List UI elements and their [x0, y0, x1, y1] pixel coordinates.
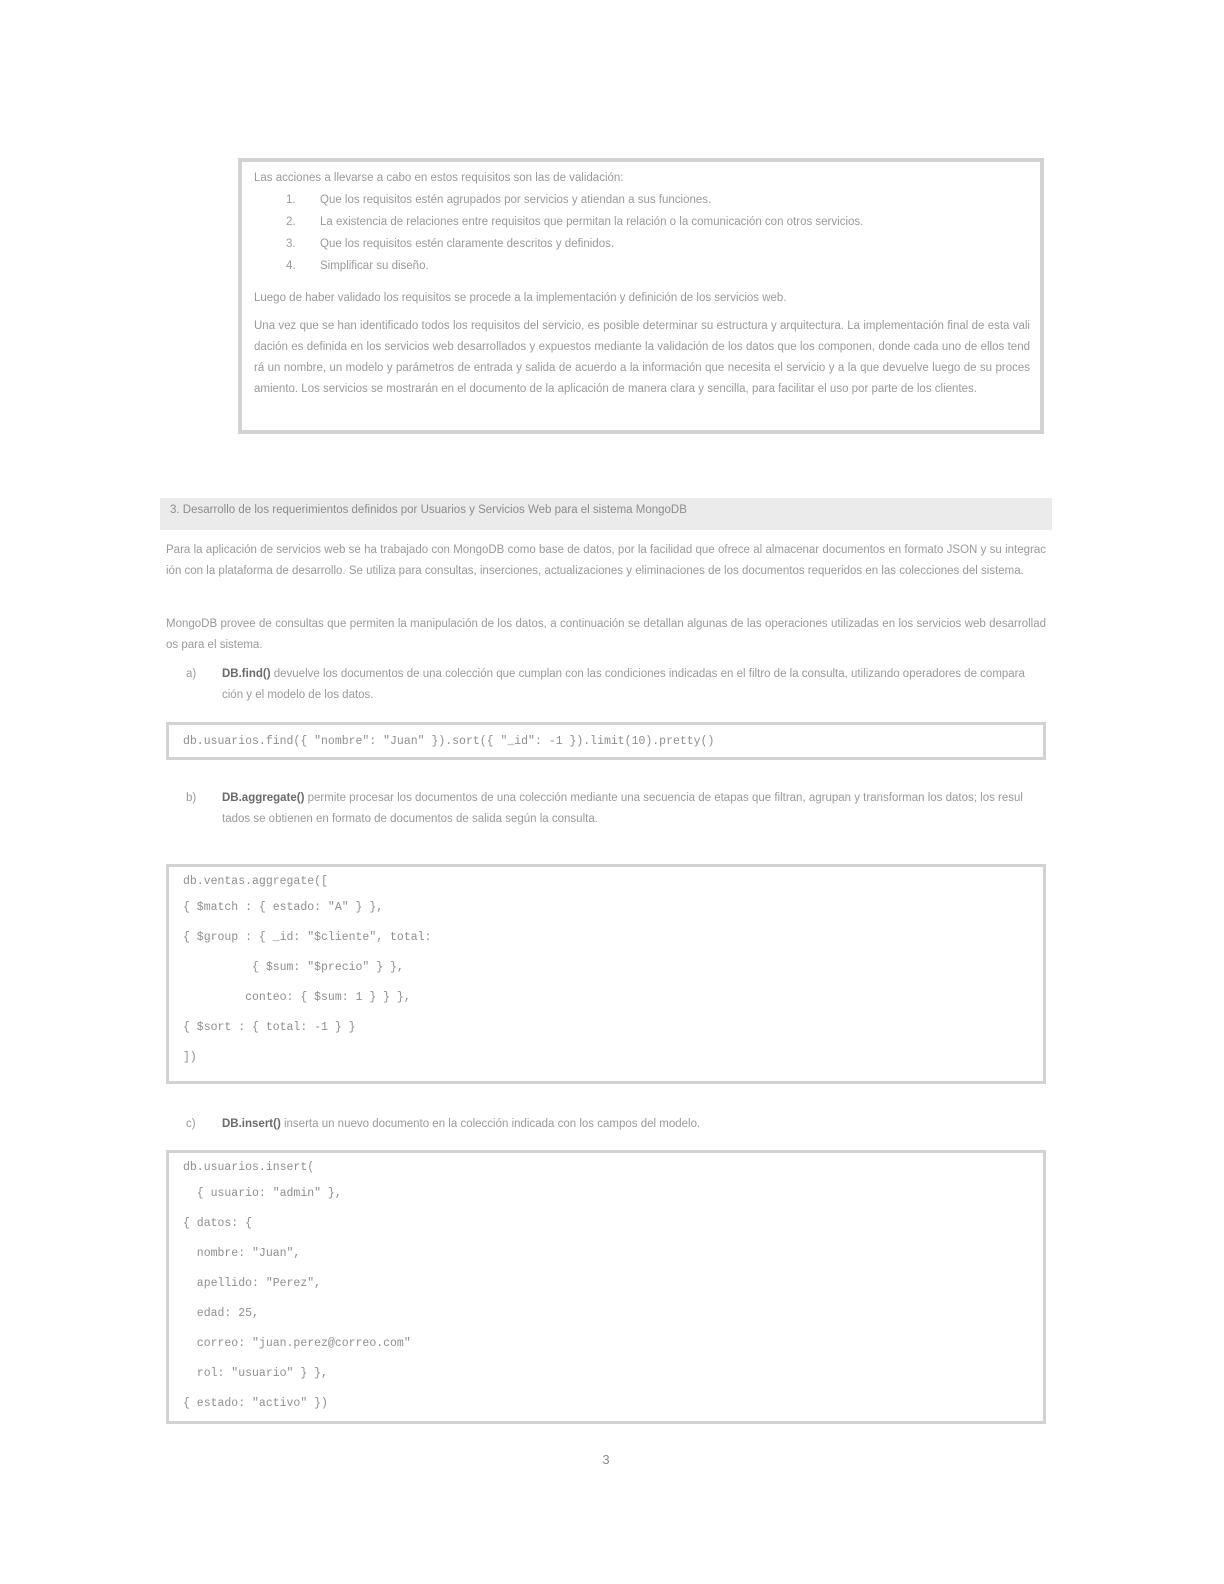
- code-line: db.usuarios.find({ "nombre": "Juan" }).sort({ "_id": -1 }).limit(10).pretty(): [183, 735, 715, 748]
- code-block: [166, 864, 1046, 1084]
- code-block: [166, 722, 1046, 760]
- bullet-marker: c): [186, 1118, 196, 1130]
- box-paragraph: Luego de haber validado los requisitos se procede a la implementación y definición de los servicios web.: [254, 292, 787, 304]
- code-line: conteo: { $sum: 1 } } },: [183, 991, 411, 1004]
- box-intro: Las acciones a llevarse a cabo en estos requisitos son las de validación:: [254, 172, 624, 184]
- code-line: edad: 25,: [183, 1307, 259, 1320]
- box-paragraph: Una vez que se han identificado todos los requisitos del servicio, es posible determinar su estructura y arquitectura. La implementación final de esta validación es definida en los servicios web desarrollados y expuestos mediante la validación de los datos que los componen, donde cada uno de ellos tendrá un nombre, un modelo y parámetros de entrada y salida de acuerdo a la información que necesita el servicio y a la que devuelve luego de su procesamiento. Los servicios se mostrarán en el documento de la aplicación de manera clara y sencilla, para facilitar el uso por parte de los clientes.: [254, 320, 1030, 395]
- code-line: { $group : { _id: "$cliente", total:: [183, 931, 432, 944]
- list-item: 1. Que los requisitos estén agrupados por servicios y atiendan a sus funciones.: [286, 194, 712, 206]
- bullet-text: permite procesar los documentos de una colección mediante una secuencia de etapas que filtran, agrupan y transforman los datos; los resultados se obtienen en formato de documentos de salida según la consulta.: [222, 792, 1023, 825]
- code-line: nombre: "Juan",: [183, 1247, 301, 1260]
- list-item: 3. Que los requisitos estén claramente descritos y definidos.: [286, 238, 615, 250]
- bullet-keyword: DB.insert(): [222, 1118, 281, 1130]
- bullet-text: devuelve los documentos de una colección que cumplan con las condiciones indicadas en el filtro de la consulta, utilizando operadores de comparación y el modelo de los datos.: [222, 668, 1025, 701]
- bullet-item: [186, 788, 1026, 830]
- code-block: [166, 1150, 1046, 1424]
- info-box: [238, 158, 1044, 434]
- code-line: { $match : { estado: "A" } },: [183, 901, 384, 914]
- bullet-marker: b): [186, 792, 197, 804]
- requirements-list: [254, 190, 1030, 278]
- code-line: { estado: "activo" }): [183, 1397, 328, 1410]
- list-item: 2. La existencia de relaciones entre requisitos que permitan la relación o la comunicación con otros servicios.: [286, 216, 864, 228]
- code-line: ]): [183, 1051, 197, 1064]
- code-line: { usuario: "admin" },: [183, 1187, 342, 1200]
- body-paragraph: MongoDB provee de consultas que permiten la manipulación de los datos, a continuación se detallan algunas de las operaciones utilizadas en los servicios web desarrollados para el sistema.: [166, 618, 1046, 651]
- code-line: { $sort : { total: -1 } }: [183, 1021, 356, 1034]
- code-line: { datos: {: [183, 1217, 253, 1230]
- section-heading: 3. Desarrollo de los requerimientos definidos por Usuarios y Servicios Web para el sistema MongoDB: [160, 498, 1052, 530]
- bullet-marker: a): [186, 668, 197, 680]
- body-paragraph: Para la aplicación de servicios web se ha trabajado con MongoDB como base de datos, por la facilidad que ofrece al almacenar documentos en formato JSON y su integración con la plataforma de desarrollo. Se utiliza para consultas, inserciones, actualizaciones y eliminaciones de los documentos requeridos en las colecciones del sistema.: [166, 544, 1046, 577]
- code-line: apellido: "Perez",: [183, 1277, 322, 1290]
- bullet-text: inserta un nuevo documento en la colección indicada con los campos del modelo.: [283, 1118, 701, 1130]
- bullet-keyword: DB.aggregate(): [222, 792, 305, 804]
- code-line: { $sum: "$precio" } },: [183, 961, 404, 974]
- list-item: 4. Simplificar su diseño.: [286, 260, 429, 272]
- bullet-item: [186, 664, 1026, 706]
- code-tag: db.usuarios.insert(: [183, 1161, 315, 1174]
- bullet-keyword: DB.find(): [222, 668, 271, 680]
- code-line: correo: "juan.perez@correo.com": [183, 1337, 411, 1350]
- page-number: 3: [602, 1452, 610, 1467]
- bullet-item: [186, 1114, 1026, 1135]
- code-line: rol: "usuario" } },: [183, 1367, 328, 1380]
- code-tag: db.ventas.aggregate([: [183, 875, 328, 888]
